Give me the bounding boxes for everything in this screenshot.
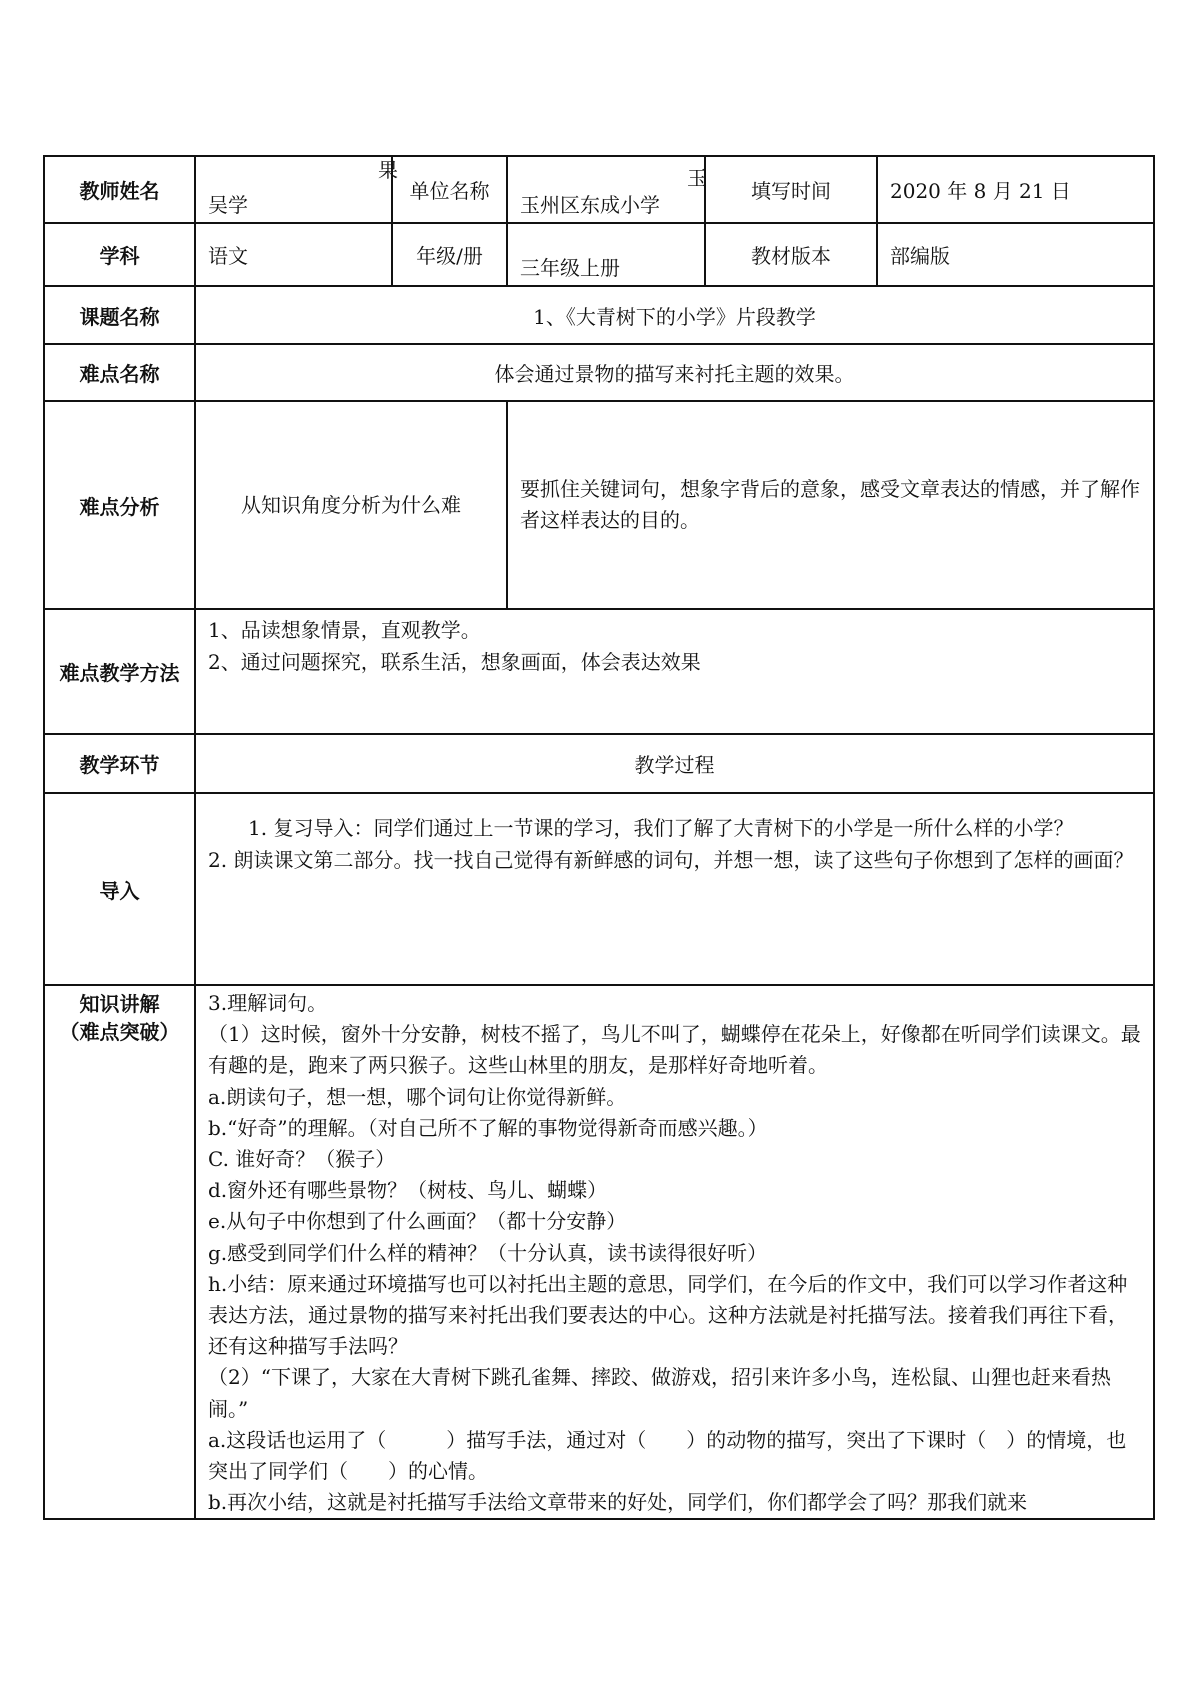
row-teacher bbox=[44, 156, 1154, 223]
subject-label: 学科 bbox=[44, 223, 195, 286]
knowledge-label-line: 知识讲解 bbox=[79, 992, 160, 1016]
grade-label: 年级/册 bbox=[392, 223, 507, 286]
knowledge-line: （1）这时候，窗外十分安静，树枝不摇了，鸟儿不叫了，蝴蝶停在花朵上，好像都在听同学们读课文。最有趣的是，跑来了两只猴子。这些山林里的朋友，是那样好奇地听着。 bbox=[208, 1022, 1141, 1078]
edition-value: 部编版 bbox=[877, 223, 1154, 286]
process-label: 教学环节 bbox=[44, 734, 195, 793]
lesson-form-table bbox=[43, 155, 1155, 1520]
knowledge-line: h.小结：原来通过环境描写也可以衬托出主题的意思，同学们，在今后的作文中，我们可以学习作者这种表达方法，通过景物的描写来衬托出我们要表达的中心。这种方法就是衬托描写法。接着我们再往下看，还有这种描写手法吗？ bbox=[208, 1271, 1128, 1359]
knowledge-line: e.从句子中你想到了什么画面？（都十分安静） bbox=[208, 1209, 627, 1234]
knowledge-content bbox=[195, 985, 1154, 1519]
intro-line: 2. 朗读课文第二部分。找一找自己觉得有新鲜感的词句，并想一想，读了这些句子你想到了怎样的画面？ bbox=[208, 848, 1134, 872]
grade-value: 三年级上册 bbox=[507, 223, 705, 286]
knowledge-line: 3.理解词句。 bbox=[208, 991, 328, 1015]
difficulty-value: 体会通过景物的描写来衬托主题的效果。 bbox=[195, 344, 1154, 401]
stray-mark: 玉 bbox=[687, 166, 707, 190]
row-subject bbox=[44, 223, 1154, 286]
unit-value: 玉州区东成小学 bbox=[507, 156, 705, 223]
knowledge-line: C. 谁好奇？（猴子） bbox=[208, 1147, 396, 1172]
date-value: 2020 年 8 月 21 日 bbox=[877, 156, 1154, 223]
intro-line: 1. 复习导入：同学们通过上一节课的学习，我们了解了大青树下的小学是一所什么样的小学？ bbox=[248, 816, 1074, 840]
row-knowledge bbox=[44, 985, 1154, 1519]
analysis-sub-label: 从知识角度分析为什么难 bbox=[195, 401, 507, 609]
analysis-label: 难点分析 bbox=[44, 401, 195, 609]
knowledge-label-line: （难点突破） bbox=[59, 1020, 180, 1044]
process-value: 教学过程 bbox=[195, 734, 1154, 793]
edition-label: 教材版本 bbox=[705, 223, 877, 286]
topic-value: 1、《大青树下的小学》片段教学 bbox=[195, 286, 1154, 344]
knowledge-line: b.再次小结，这就是衬托描写手法给文章带来的好处，同学们，你们都学会了吗？那我们就来 bbox=[208, 1490, 1028, 1515]
row-method bbox=[44, 609, 1154, 734]
knowledge-line: b.“好奇”的理解。（对自己所不了解的事物觉得新奇而感兴趣。） bbox=[208, 1115, 768, 1140]
method-content bbox=[195, 609, 1154, 734]
row-topic bbox=[44, 286, 1154, 344]
analysis-value: 要抓住关键词句，想象字背后的意象，感受文章表达的情感，并了解作者这样表达的目的。 bbox=[507, 401, 1154, 609]
row-analysis bbox=[44, 401, 1154, 609]
teacher-label: 教师姓名 bbox=[44, 156, 195, 223]
knowledge-line: d.窗外还有哪些景物？（树枝、鸟儿、蝴蝶） bbox=[208, 1178, 608, 1203]
stray-mark: 果 bbox=[378, 158, 398, 182]
knowledge-line: a.这段话也运用了（ ）描写手法，通过对（ ）的动物的描写，突出了下课时（ ）的情境，也突出了同学们（ ）的心情。 bbox=[208, 1427, 1127, 1484]
row-intro bbox=[44, 793, 1154, 985]
intro-label: 导入 bbox=[44, 793, 195, 985]
method-label: 难点教学方法 bbox=[44, 609, 195, 734]
difficulty-label: 难点名称 bbox=[44, 344, 195, 401]
knowledge-label bbox=[44, 985, 195, 1519]
topic-label: 课题名称 bbox=[44, 286, 195, 344]
date-label: 填写时间 bbox=[705, 156, 877, 223]
knowledge-line: a.朗读句子，想一想，哪个词句让你觉得新鲜。 bbox=[208, 1084, 627, 1109]
intro-content bbox=[195, 793, 1154, 985]
teacher-value: 吴学 bbox=[195, 156, 392, 223]
method-line: 2、通过问题探究，联系生活，想象画面，体会表达效果 bbox=[208, 650, 701, 674]
knowledge-line: g.感受到同学们什么样的精神？（十分认真，读书读得很好听） bbox=[208, 1240, 768, 1265]
unit-label: 单位名称 bbox=[392, 156, 507, 223]
method-line: 1、品读想象情景，直观教学。 bbox=[208, 618, 481, 642]
subject-value: 语文 bbox=[195, 223, 392, 286]
row-process-header bbox=[44, 734, 1154, 793]
knowledge-line: （2）“下课了，大家在大青树下跳孔雀舞、摔跤、做游戏，招引来许多小鸟，连松鼠、山狸也赶来看热闹。” bbox=[208, 1365, 1111, 1421]
row-difficulty bbox=[44, 344, 1154, 401]
